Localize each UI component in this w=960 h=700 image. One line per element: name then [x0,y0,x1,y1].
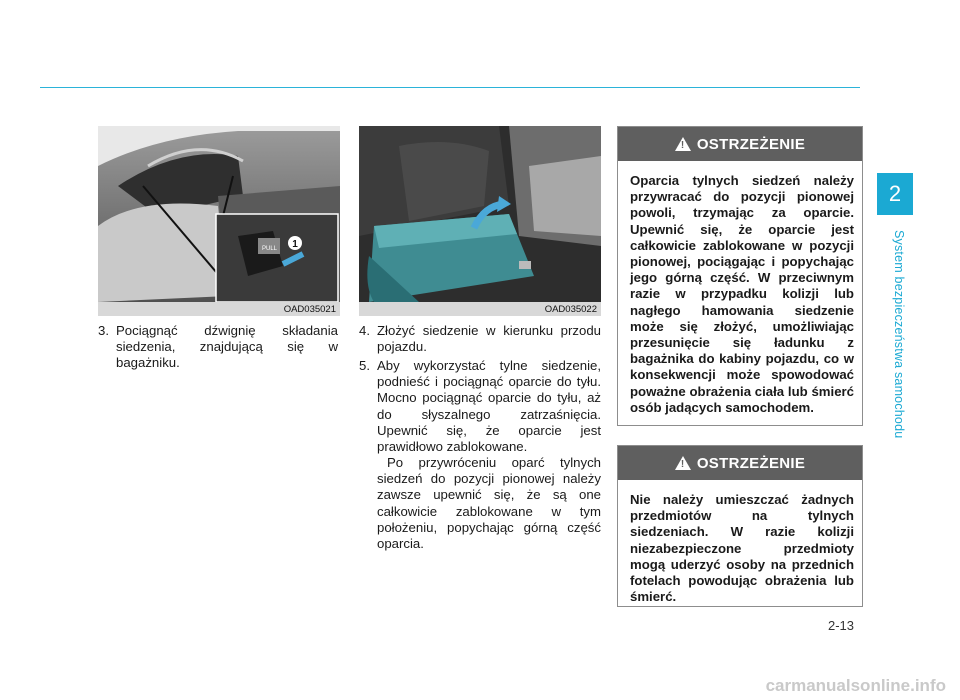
step-text: Pociągnąć dźwignię składania siedzenia, znajdującą się w bagażniku. [116,323,338,371]
step-4 [359,323,601,355]
warning-title: OSTRZEŻENIE [696,454,806,472]
warning-icon: ! [675,456,691,470]
warning-box-1 [617,126,863,426]
seat-illustration [359,126,601,316]
step-5 [359,358,601,455]
chapter-title: System bezpieczeństwa samochodu [892,230,906,439]
step-3 [98,323,338,372]
warning-icon: ! [675,137,691,151]
page-number: 2-13 [828,618,855,633]
pull-label: PULL [262,246,278,252]
warning-header [618,127,862,161]
note-paragraph: Po przywróceniu oparć tylnych siedzeń do pozycji pionowej należy zawsze upewnić się, że są one całkowicie zablokowane w tym położeniu, popychając górną część oparcia. [377,455,601,552]
step-number: 5. [359,358,370,373]
step-number: 3. [98,323,109,338]
step-text: Złożyć siedzenie w kierunku przodu pojazdu. [377,323,601,355]
warning-text: Oparcia tylnych siedzeń należy przywracać do pozycji pionowej powoli, trzymając za oparcie. Upewnić się, że oparcie jest całkowicie zablokowane w pozycji pionowej, pociągając i popychając jego górną część. W przeciwnym razie w przypadku kolizji lub nagłego hamowania siedzenie może się złożyć, umożliwiając przesunięcie się ładunku z bagażnika do kabiny pojazdu, co w konsekwencji może spowodować poważne obrażenia ciała lub śmierć osób jadących samochodem. [630,173,854,415]
warning-header [618,446,862,480]
trunk-illustration [98,126,340,316]
warning-text: Nie należy umieszczać żadnych przedmiotów na tylnych siedzeniach. W razie kolizji niezabezpieczone przedmioty mogą uderzyć osoby na przednich fotelach powodując obrażenia lub śmierć. [630,492,854,605]
photo-code-1: OAD035021 [283,304,336,315]
photo-code-2: OAD035022 [544,304,597,315]
callout-number: 1 [292,239,298,250]
step-text: Aby wykorzystać tylne siedzenie, podnieść i pociągnąć oparcie do tyłu. Mocno pociągnąć oparcie do tyłu, aż do słyszalnego zatrzaśnięcia. Upewnić się, że oparcie jest prawidłowo zablokowane. [377,358,601,455]
chapter-tab[interactable]: 2 [877,173,913,215]
warning-box-2 [617,445,863,607]
step-number: 4. [359,323,370,338]
footer-watermark[interactable]: carmanualsonline.info [765,676,946,695]
folded-seat-photo [359,126,601,316]
warning-title: OSTRZEŻENIE [696,135,806,153]
header-rule [40,87,860,88]
trunk-lever-photo [98,126,340,316]
